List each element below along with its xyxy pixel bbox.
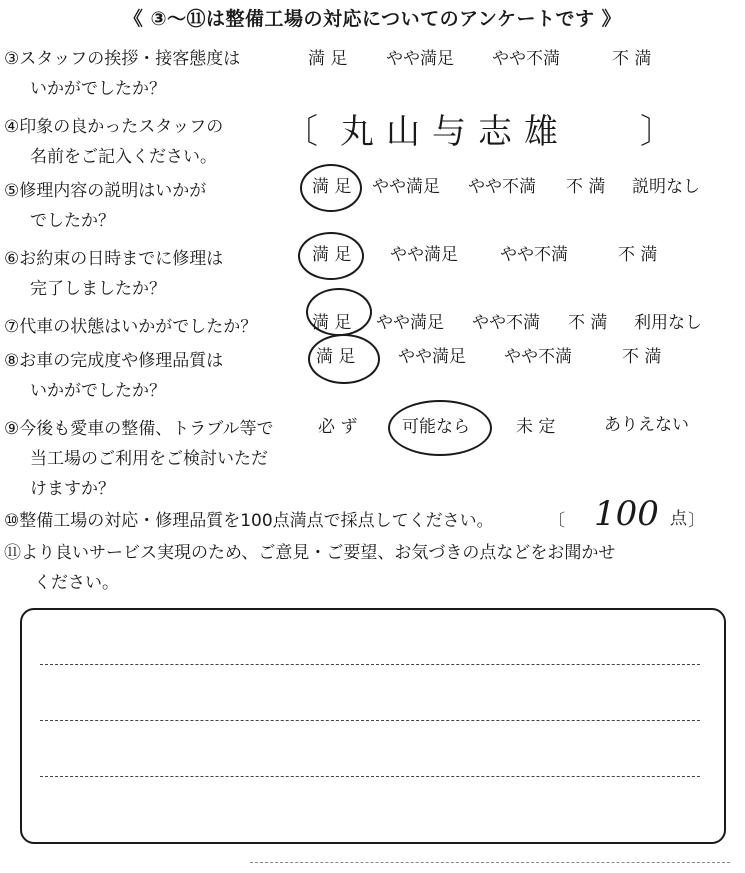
q5-line-2: でしたか？ xyxy=(30,211,115,231)
q7-line-1: ⑦代車の状態はいかがでしたか？ xyxy=(4,317,258,337)
q7-text xyxy=(4,312,257,342)
q9-line-2: 当工場のご利用をご検討いただ xyxy=(30,449,268,469)
q4-line-2: 名前をご記入ください。 xyxy=(30,147,217,167)
q10-bracket-close: 〕 xyxy=(688,511,705,531)
q5-option-no-explanation[interactable]: 説明なし xyxy=(632,177,700,197)
q4-line-1: ④印象の良かったスタッフの xyxy=(4,117,224,137)
q9-option-if-possible[interactable]: 可能なら xyxy=(402,417,470,437)
q6-option-somewhat-dissatisfied[interactable]: やや不満 xyxy=(500,245,568,265)
q5-option-somewhat-satisfied[interactable]: やや満足 xyxy=(372,177,440,197)
q11-line-1: ⑪より良いサービス実現のため、ご意見・ご要望、お気づきの点などをお聞かせ xyxy=(4,543,616,563)
q4-staff-name-answer[interactable]: 丸山与志雄 xyxy=(340,112,570,152)
q3-text xyxy=(4,44,240,104)
q4-bracket-close: 〕 xyxy=(640,112,674,152)
q4-text xyxy=(4,112,223,172)
q8-text xyxy=(4,346,223,406)
q6-line-2: 完了しましたか？ xyxy=(30,279,166,299)
q6-option-somewhat-satisfied[interactable]: やや満足 xyxy=(390,245,458,265)
q3-option-somewhat-satisfied[interactable]: やや満足 xyxy=(386,49,454,69)
q7-option-satisfied[interactable]: 満 足 xyxy=(312,313,352,333)
q9-option-unlikely[interactable]: ありえない xyxy=(604,415,689,435)
comment-line-2 xyxy=(40,720,700,721)
q8-option-satisfied[interactable]: 満 足 xyxy=(316,347,356,367)
q6-line-1: ⑥お約束の日時までに修理は xyxy=(4,249,224,269)
q11-comment-box[interactable] xyxy=(20,608,726,844)
q9-line-3: けますか？ xyxy=(30,479,115,499)
q5-option-dissatisfied[interactable]: 不 満 xyxy=(566,177,606,197)
q10-bracket-open: 〔 xyxy=(548,511,565,531)
q8-option-dissatisfied[interactable]: 不 満 xyxy=(622,347,662,367)
q6-option-dissatisfied[interactable]: 不 満 xyxy=(618,245,658,265)
q8-option-somewhat-dissatisfied[interactable]: やや不満 xyxy=(504,347,572,367)
footer-divider xyxy=(250,862,730,863)
q5-option-somewhat-dissatisfied[interactable]: やや不満 xyxy=(468,177,536,197)
survey-header: 《 ③〜⑪は整備工場の対応についてのアンケートです 》 xyxy=(123,8,622,30)
q8-line-1: ⑧お車の完成度や修理品質は xyxy=(4,351,224,371)
q10-text: ⑩整備工場の対応・修理品質を100点満点で採点してください。 xyxy=(4,511,494,531)
q7-option-somewhat-satisfied[interactable]: やや満足 xyxy=(376,313,444,333)
q9-option-definitely[interactable]: 必 ず xyxy=(318,417,358,437)
q4-bracket-open: 〔 xyxy=(284,112,318,152)
q3-line-2: いかがでしたか？ xyxy=(30,79,166,99)
q5-line-1: ⑤修理内容の説明はいかが xyxy=(4,181,207,201)
q5-option-satisfied[interactable]: 満 足 xyxy=(312,177,352,197)
q3-option-somewhat-dissatisfied[interactable]: やや不満 xyxy=(492,49,560,69)
q11-text xyxy=(4,538,615,598)
q8-line-2: いかがでしたか？ xyxy=(30,381,166,401)
comment-line-1 xyxy=(40,664,700,665)
q9-option-undecided[interactable]: 未 定 xyxy=(516,417,556,437)
comment-line-3 xyxy=(40,776,700,777)
q6-text xyxy=(4,244,223,304)
q8-option-somewhat-satisfied[interactable]: やや満足 xyxy=(398,347,466,367)
q9-line-1: ⑨今後も愛車の整備、トラブル等で xyxy=(4,419,274,439)
q7-option-dissatisfied[interactable]: 不 満 xyxy=(568,313,608,333)
q7-option-somewhat-dissatisfied[interactable]: やや不満 xyxy=(472,313,540,333)
q10-score-answer[interactable]: 100 xyxy=(594,494,659,534)
q11-line-2: ください。 xyxy=(34,573,119,593)
q6-option-satisfied[interactable]: 満 足 xyxy=(312,245,352,265)
q5-text xyxy=(4,176,206,236)
q3-line-1: ③スタッフの挨拶・接客態度は xyxy=(4,49,241,69)
q10-unit: 点 xyxy=(670,509,687,529)
q9-text xyxy=(4,414,274,504)
q3-option-satisfied[interactable]: 満 足 xyxy=(308,49,348,69)
q7-option-not-used[interactable]: 利用なし xyxy=(634,313,702,333)
q3-option-dissatisfied[interactable]: 不 満 xyxy=(612,49,652,69)
